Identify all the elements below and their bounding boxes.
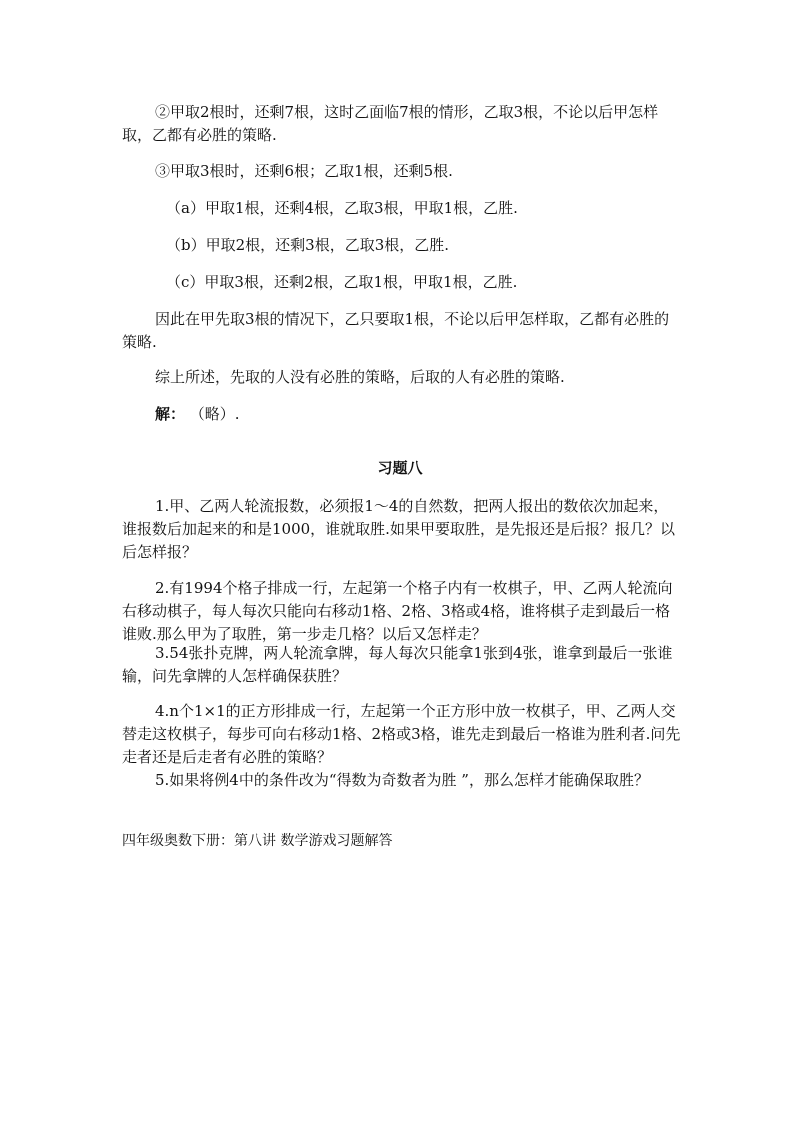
case-2-paragraph: ②甲取2根时，还剩7根，这时乙面临7根的情形，乙取3根，不论以后甲怎样取，乙都有必胜的策略. xyxy=(122,103,659,144)
solution-line xyxy=(122,403,682,426)
conclusion-paragraph: 因此在甲先取3根的情况下，乙只要取1根，不论以后甲怎样取，乙都有必胜的策略. xyxy=(122,310,670,351)
case-3a-line: （a）甲取1根，还剩4根，乙取3根，甲取1根，乙胜. xyxy=(166,199,518,217)
solution-label: 解： xyxy=(155,405,186,423)
exercise-item-5: 5.如果将例4中的条件改为“得数为奇数者为胜 ”，那么怎样才能确保取胜？ xyxy=(155,771,649,789)
exercise-item-2: 2.有1994个格子排成一行，左起第一个格子内有一枚棋子，甲、乙两人轮流向右移动棋子，每人每次只能向右移动1格、2格、3格或4格，谁将棋子走到最后一格谁败.那么甲为了取胜，第一步走几格？以后又怎样走？ xyxy=(122,579,673,643)
case-3c-line: （c）甲取3根，还剩2根，乙取1根，甲取1根，乙胜. xyxy=(166,273,518,291)
page-footer: 四年级奥数下册：第八讲 数学游戏习题解答 xyxy=(122,833,393,849)
case-3b-line: （b）甲取2根，还剩3根，乙取3根，乙胜. xyxy=(166,236,450,254)
summary-paragraph: 综上所述，先取的人没有必胜的策略，后取的人有必胜的策略. xyxy=(155,368,565,386)
exercise-item-1: 1.甲、乙两人轮流报数，必须报1～4的自然数，把两人报出的数依次加起来，谁报数后加起来的和是1000，谁就取胜.如果甲要取胜，是先报还是后报？报几？以后怎样报？ xyxy=(122,497,675,561)
exercise-heading: 习题八 xyxy=(377,459,423,477)
exercise-item-3: 3.54张扑克牌，两人轮流拿牌，每人每次只能拿1张到4张，谁拿到最后一张谁输，问先拿牌的人怎样确保获胜？ xyxy=(122,644,673,685)
solution-text: （略）. xyxy=(189,405,240,423)
exercise-item-4: 4.n个1×1的正方形排成一行，左起第一个正方形中放一枚棋子，甲、乙两人交替走这枚棋子，每步可向右移动1格、2格或3格，谁先走到最后一格谁为胜利者.问先走者还是后走者有必胜的策略？ xyxy=(122,702,681,766)
case-3-paragraph: ③甲取3根时，还剩6根；乙取1根，还剩5根. xyxy=(155,162,453,180)
